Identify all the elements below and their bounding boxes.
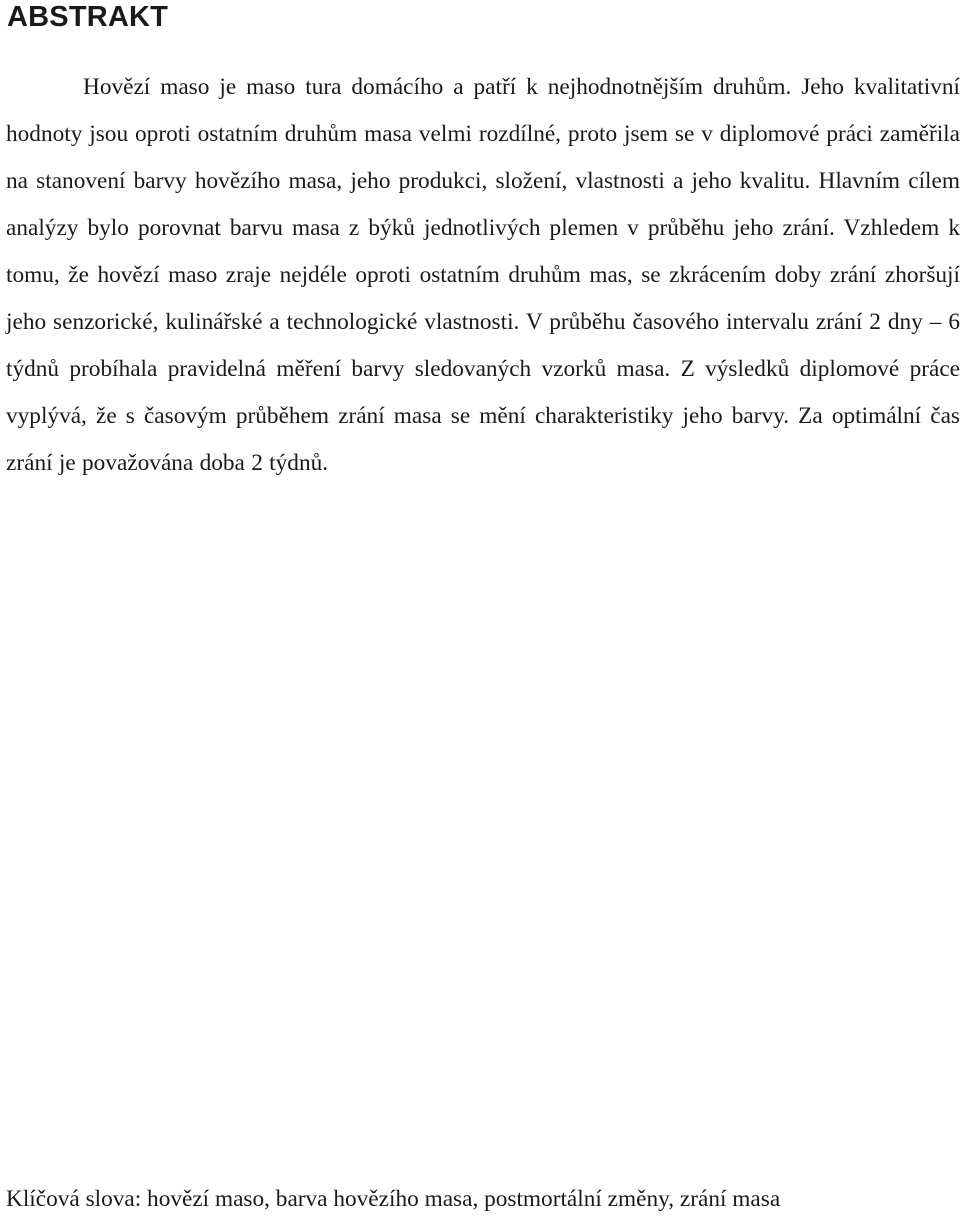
keywords-line: Klíčová slova: hovězí maso, barva hovězího masa, postmortální změny, zrání masa (6, 1186, 781, 1212)
abstract-paragraph: Hovězí maso je maso tura domácího a patří k nejhodnotnějším druhům. Jeho kvalitativní hodnoty jsou oproti ostatním druhům masa velmi rozdílné, proto jsem se v diplomové práci zaměřila na stanovení barvy hovězího masa, jeho produkci, složení, vlastnosti a jeho kvalitu. Hlavním cílem analýzy bylo porovnat barvu masa z býků jednotlivých plemen v průběhu jeho zrání. Vzhledem k tomu, že hovězí maso zraje nejdéle oproti ostatním druhům mas, se zkrácením doby zrání zhoršují jeho senzorické, kulinářské a technologické vlastnosti. V průběhu časového intervalu zrání 2 dny – 6 týdnů probíhala pravidelná měření barvy sledovaných vzorků masa. Z výsledků diplomové práce vyplývá, že s časovým průběhem zrání masa se mění charakteristiky jeho barvy. Za optimální čas zrání je považována doba 2 týdnů. (6, 74, 960, 476)
abstract-heading: ABSTRAKT (7, 1, 169, 33)
